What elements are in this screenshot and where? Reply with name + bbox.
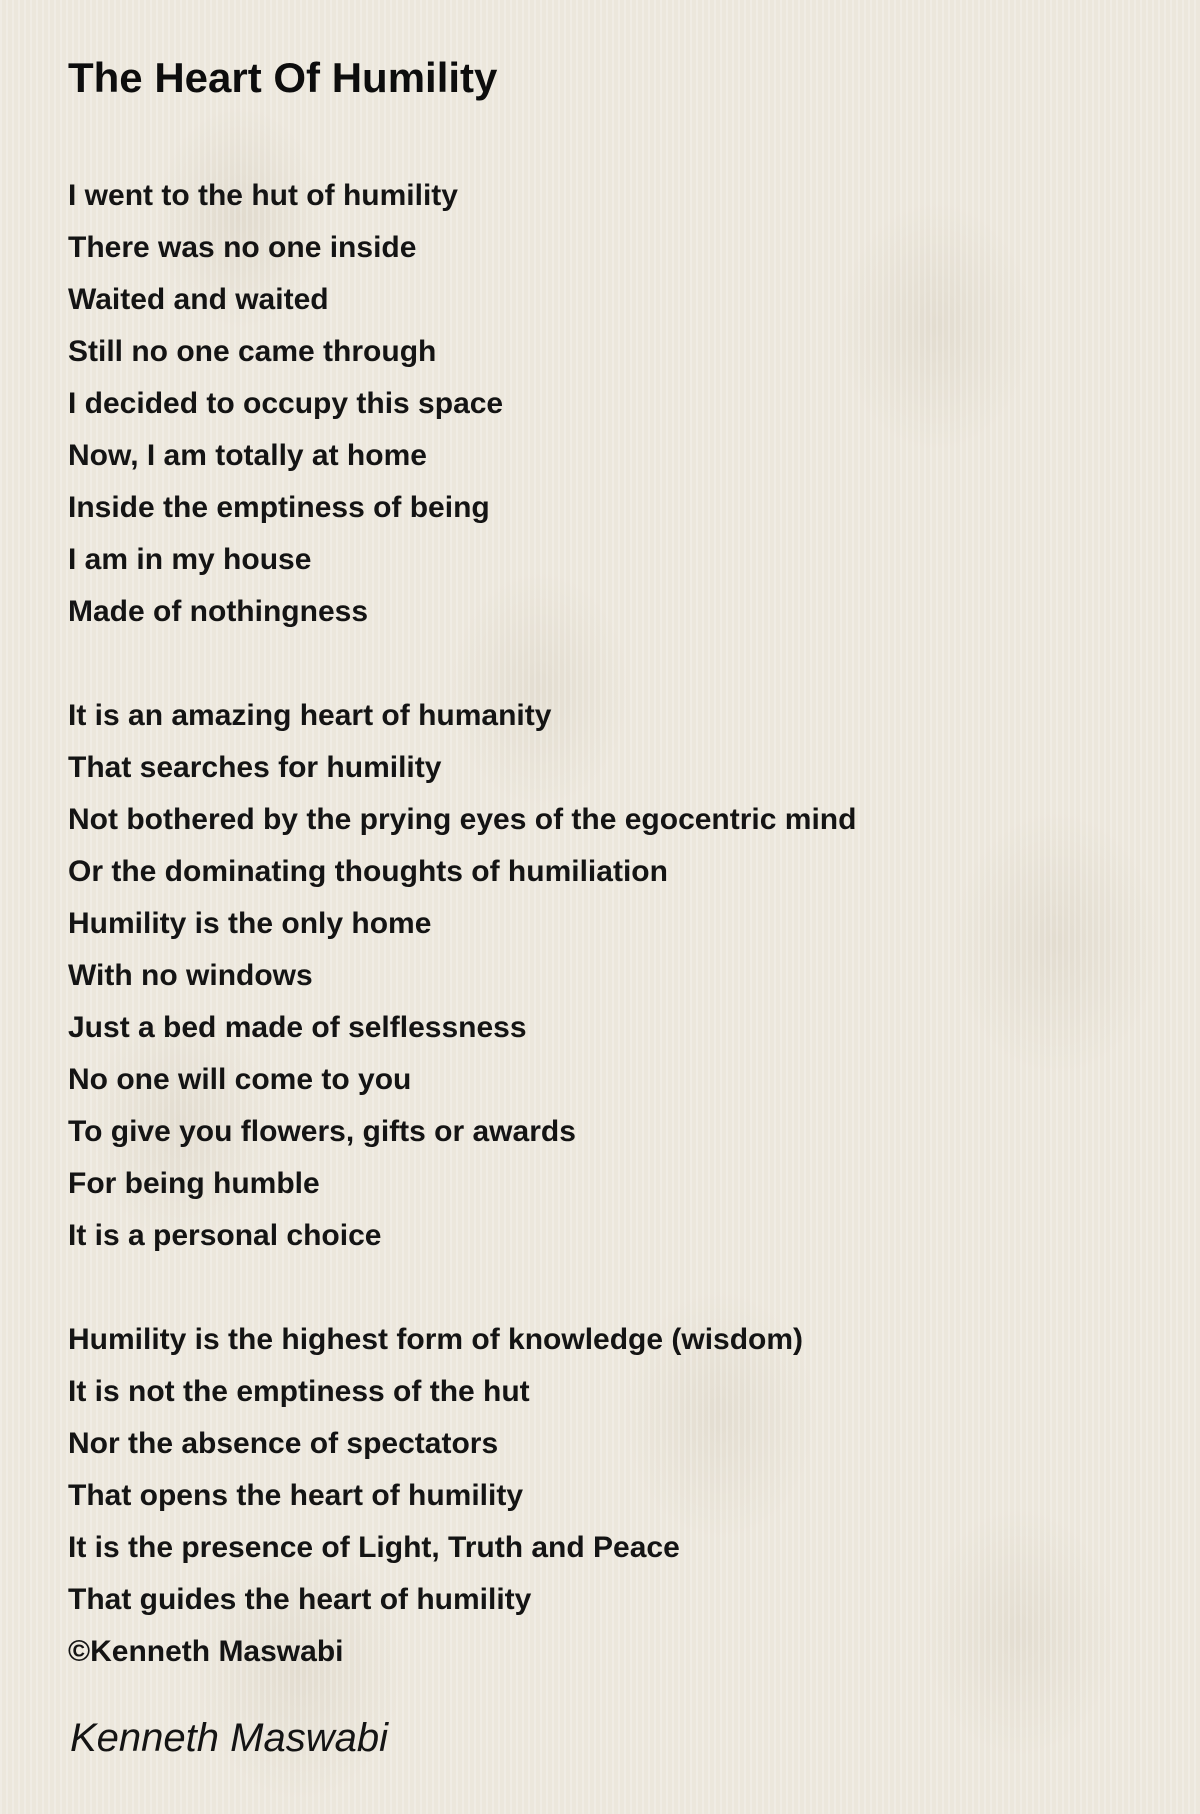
poem-line: No one will come to you: [68, 1063, 412, 1096]
poem-line: Waited and waited: [68, 283, 329, 316]
poem-line: Inside the emptiness of being: [68, 491, 490, 524]
poem-line: With no windows: [68, 959, 313, 992]
poem-line: Made of nothingness: [68, 595, 368, 628]
poem-line: I am in my house: [68, 543, 312, 576]
stanza-3: [68, 1314, 1132, 1678]
poem-line: Humility is the only home: [68, 907, 432, 940]
copyright-line: ©Kenneth Maswabi: [68, 1635, 344, 1668]
poem-line: Still no one came through: [68, 335, 437, 368]
stanza-2: [68, 690, 1132, 1262]
poem-line: It is not the emptiness of the hut: [68, 1375, 530, 1408]
poem-title: The Heart Of Humility: [68, 54, 498, 101]
poem-body: [68, 170, 1132, 1678]
poem-line: It is a personal choice: [68, 1219, 382, 1252]
poem-line: For being humble: [68, 1167, 320, 1200]
poem-line: That guides the heart of humility: [68, 1583, 532, 1616]
stanza-1: [68, 170, 1132, 638]
poem-line: Nor the absence of spectators: [68, 1427, 499, 1460]
poem-line: Not bothered by the prying eyes of the egocentric mind: [68, 803, 857, 836]
poem-line: I went to the hut of humility: [68, 179, 458, 212]
poem-line: That searches for humility: [68, 751, 442, 784]
poem-line: Now, I am totally at home: [68, 439, 427, 472]
author-name: Kenneth Maswabi: [70, 1716, 388, 1760]
poem-line: There was no one inside: [68, 231, 417, 264]
poem-line: Humility is the highest form of knowledge (wisdom): [68, 1323, 804, 1356]
poem-line: To give you flowers, gifts or awards: [68, 1115, 576, 1148]
poem-line: That opens the heart of humility: [68, 1479, 524, 1512]
poem-line: I decided to occupy this space: [68, 387, 504, 420]
poem-line: It is an amazing heart of humanity: [68, 699, 552, 732]
poem-line: Or the dominating thoughts of humiliation: [68, 855, 668, 888]
poem-line: Just a bed made of selflessness: [68, 1011, 527, 1044]
poem-line: It is the presence of Light, Truth and Peace: [68, 1531, 680, 1564]
